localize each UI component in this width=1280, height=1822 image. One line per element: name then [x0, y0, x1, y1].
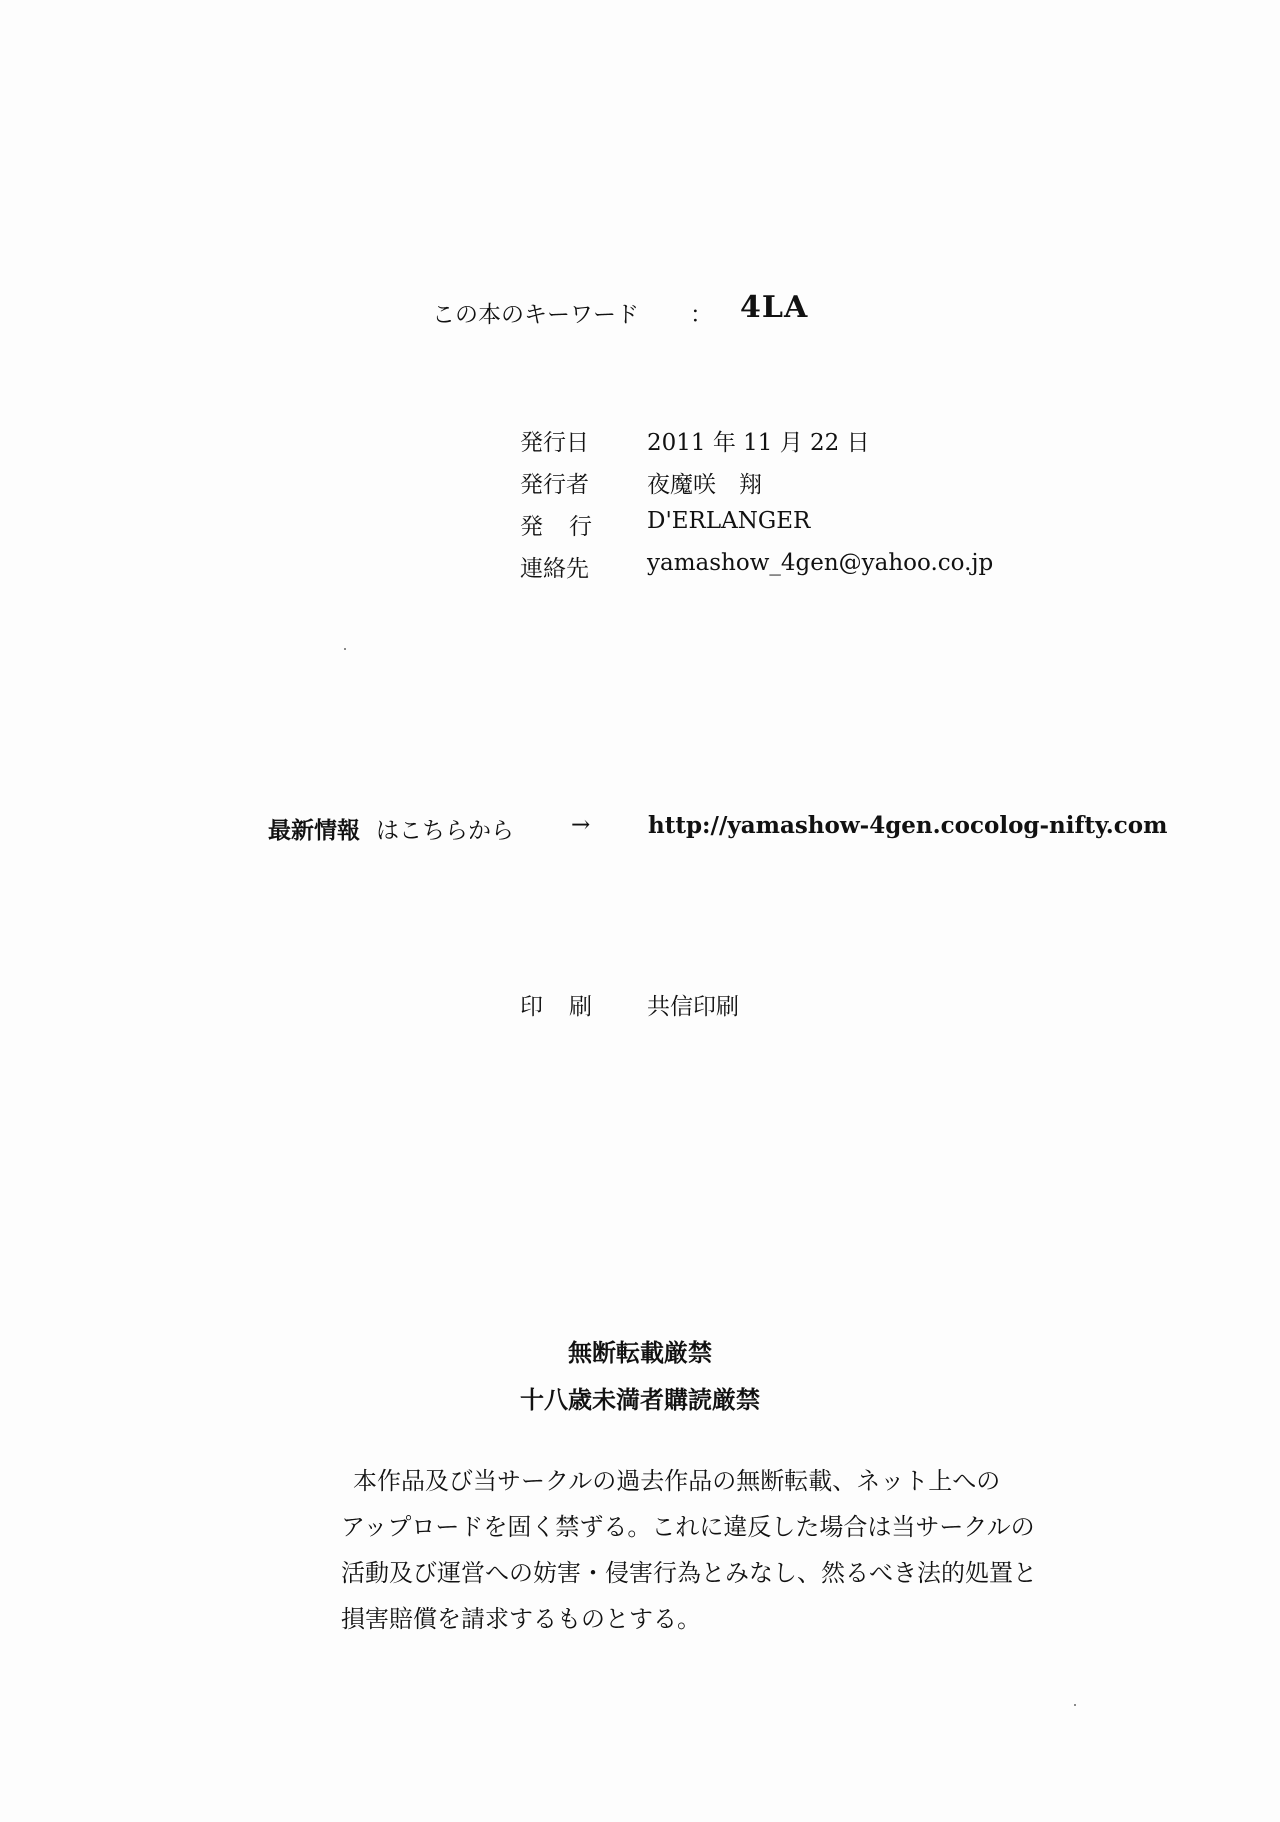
- latest-info-line: [268, 812, 1168, 852]
- notice-line: 本作品及び当サークルの過去作品の無断転載、ネット上への: [353, 1467, 1001, 1495]
- arrow-right-icon: →: [571, 812, 591, 838]
- keyword-line: [432, 292, 952, 332]
- keyword-colon: ：: [690, 302, 713, 328]
- colophon-key: 発行日: [520, 430, 589, 456]
- notice-line: アップロードを固く禁ずる。これに違反した場合は当サークルの: [341, 1513, 1035, 1541]
- printing-value: 共信印刷: [647, 994, 739, 1020]
- colophon-row-contact: [520, 550, 1080, 592]
- notice-body: [341, 1458, 1081, 1642]
- keyword-value: 4LA: [740, 290, 809, 325]
- colophon-key: 連絡先: [520, 556, 589, 582]
- website-url: http://yamashow-4gen.cocolog-nifty.com: [648, 812, 1168, 839]
- colophon-table: [520, 424, 1080, 592]
- notice-line: 損害賠償を請求するものとする。: [341, 1605, 701, 1633]
- colophon-row-issue-date: [520, 424, 1080, 466]
- latest-info-label: 最新情報: [268, 817, 360, 844]
- colophon-value: 2011 年 11 月 22 日: [647, 430, 870, 456]
- keyword-label: この本のキーワード: [432, 302, 639, 328]
- colophon-key: 発行: [520, 514, 618, 540]
- contact-email: yamashow_4gen@yahoo.co.jp: [647, 550, 994, 576]
- notice-title-no-reprint: 無断転載厳禁: [568, 1338, 712, 1367]
- colophon-key: 発行者: [520, 472, 589, 498]
- printing-key: 印刷: [520, 994, 618, 1020]
- printing-line: [520, 988, 920, 1028]
- notice-line: 活動及び運営への妨害・侵害行為とみなし、然るべき法的処置と: [341, 1559, 1037, 1587]
- colophon-row-publisher-person: [520, 466, 1080, 508]
- colophon-value: D'ERLANGER: [647, 508, 811, 534]
- colophon-value: 夜魔咲 翔: [647, 472, 762, 498]
- scan-speck: [344, 648, 346, 650]
- notice-title-age-restriction: 十八歳未満者購読厳禁: [520, 1385, 760, 1414]
- latest-info-suffix: はこちらから: [376, 818, 514, 844]
- colophon-row-publisher: [520, 508, 1080, 550]
- scan-speck: [1074, 1704, 1076, 1706]
